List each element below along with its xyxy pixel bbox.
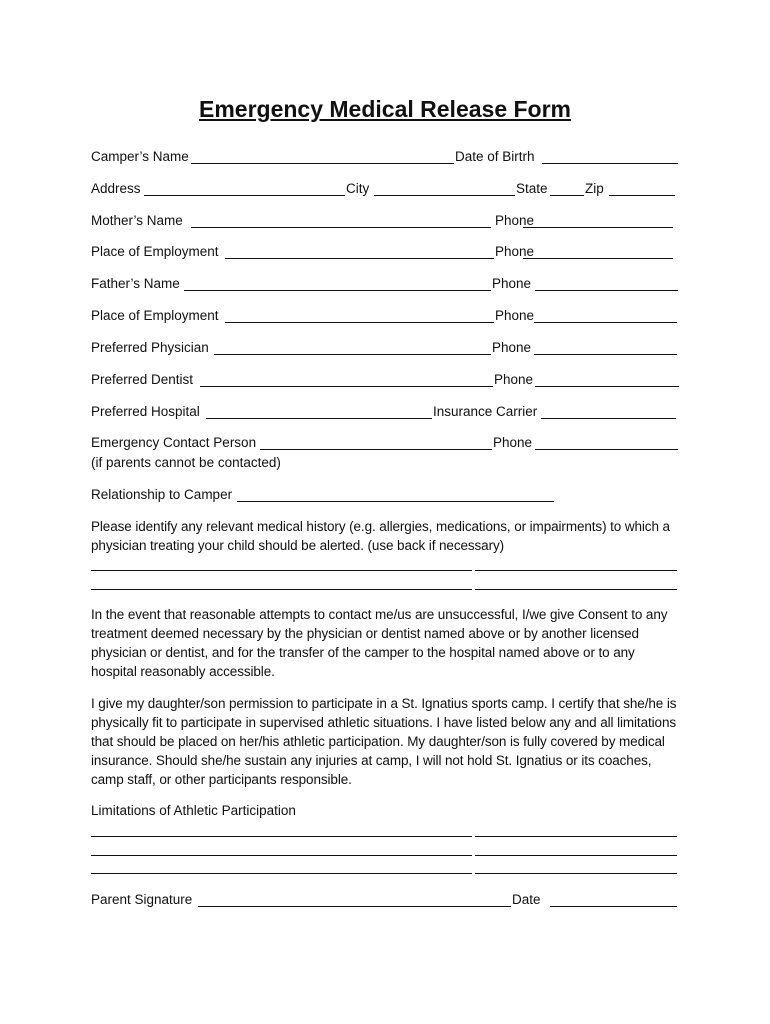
preferred-physician-field[interactable] [214,354,491,355]
date-of-birth-label: Date of Birtrh [455,149,535,164]
zip-label: Zip [585,181,604,196]
limitations-line-1b[interactable] [475,836,677,837]
limitations-label: Limitations of Athletic Participation [91,803,296,818]
fathers-employment-phone-label: Phone [495,308,535,323]
parent-signature-label: Parent Signature [91,892,193,907]
relationship-label: Relationship to Camper [91,487,233,502]
emergency-phone-label: Phone [493,435,533,450]
preferred-hospital-label: Preferred Hospital [91,404,200,419]
dentist-phone-field[interactable] [535,386,679,387]
preferred-hospital-field[interactable] [206,418,432,419]
address-label: Address [91,181,141,196]
medical-history-line-1b[interactable] [475,570,677,571]
mothers-employment-phone-field[interactable] [523,258,673,259]
fathers-phone-field[interactable] [535,290,678,291]
city-label: City [346,181,370,196]
mothers-employment-field[interactable] [225,258,494,259]
preferred-physician-label: Preferred Physician [91,340,209,355]
fathers-name-label: Father’s Name [91,276,180,291]
state-field[interactable] [550,195,584,196]
fathers-employment-field[interactable] [225,322,494,323]
insurance-carrier-field[interactable] [541,418,676,419]
fathers-employment-phone-field[interactable] [534,322,677,323]
physician-phone-field[interactable] [534,354,677,355]
fathers-employment-label: Place of Employment [91,308,219,323]
mothers-phone-field[interactable] [523,227,673,228]
state-label: State [516,181,548,196]
campers-name-field[interactable] [191,163,454,164]
city-field[interactable] [374,195,515,196]
address-field[interactable] [144,195,345,196]
physician-phone-label: Phone [492,340,532,355]
preferred-dentist-label: Preferred Dentist [91,372,194,387]
permission-paragraph: I give my daughter/son permission to participate in a St. Ignatius sports camp. I certify that she/he is physically fit to participate in supervised athletic situations. I have listed below any and all limitations that should be placed on her/his athletic participation. My daughter/son is fully covered by medical insurance. Should she/he sustain any injuries at camp, I will not hold St. Ignatius or its coaches, camp staff, or other participants responsible. [91,696,677,787]
medical-history-prompt: Please identify any relevant medical history (e.g. allergies, medications, or impairments) to which a physician treating your child should be alerted. (use back if necessary) [91,519,670,553]
limitations-line-2a[interactable] [91,855,472,856]
signature-date-field[interactable] [550,906,677,907]
mothers-employment-phone-label: Phone [495,244,535,259]
limitations-line-2b[interactable] [475,855,677,856]
medical-history-line-2a[interactable] [91,589,472,590]
insurance-carrier-label: Insurance Carrier [433,404,538,419]
signature-date-label: Date [512,892,541,907]
mothers-employment-label: Place of Employment [91,244,219,259]
consent-paragraph: In the event that reasonable attempts to contact me/us are unsuccessful, I/we give Consent to any treatment deemed necessary by the physician or dentist named above or by another licensed physician or dentist, and for the transfer of the camper to the hospital named above or to any hospital reasonably accessible. [91,607,668,679]
form-title: Emergency Medical Release Form [199,96,571,122]
mothers-phone-label: Phone [495,213,535,228]
zip-field[interactable] [609,195,675,196]
relationship-field[interactable] [237,501,554,502]
parent-signature-field[interactable] [198,906,511,907]
emergency-contact-label: Emergency Contact Person [91,435,257,450]
mothers-name-field[interactable] [191,227,491,228]
fathers-name-field[interactable] [184,290,491,291]
campers-name-label: Camper’s Name [91,149,189,164]
emergency-note: (if parents cannot be contacted) [91,455,281,470]
medical-history-line-1a[interactable] [91,570,472,571]
limitations-line-3a[interactable] [91,873,472,874]
medical-history-line-2b[interactable] [475,589,677,590]
limitations-line-1a[interactable] [91,836,472,837]
dentist-phone-label: Phone [494,372,534,387]
limitations-line-3b[interactable] [475,873,677,874]
mothers-name-label: Mother’s Name [91,213,183,228]
emergency-contact-field[interactable] [260,449,492,450]
fathers-phone-label: Phone [492,276,532,291]
date-of-birth-field[interactable] [542,163,678,164]
preferred-dentist-field[interactable] [200,386,493,387]
emergency-phone-field[interactable] [535,449,678,450]
